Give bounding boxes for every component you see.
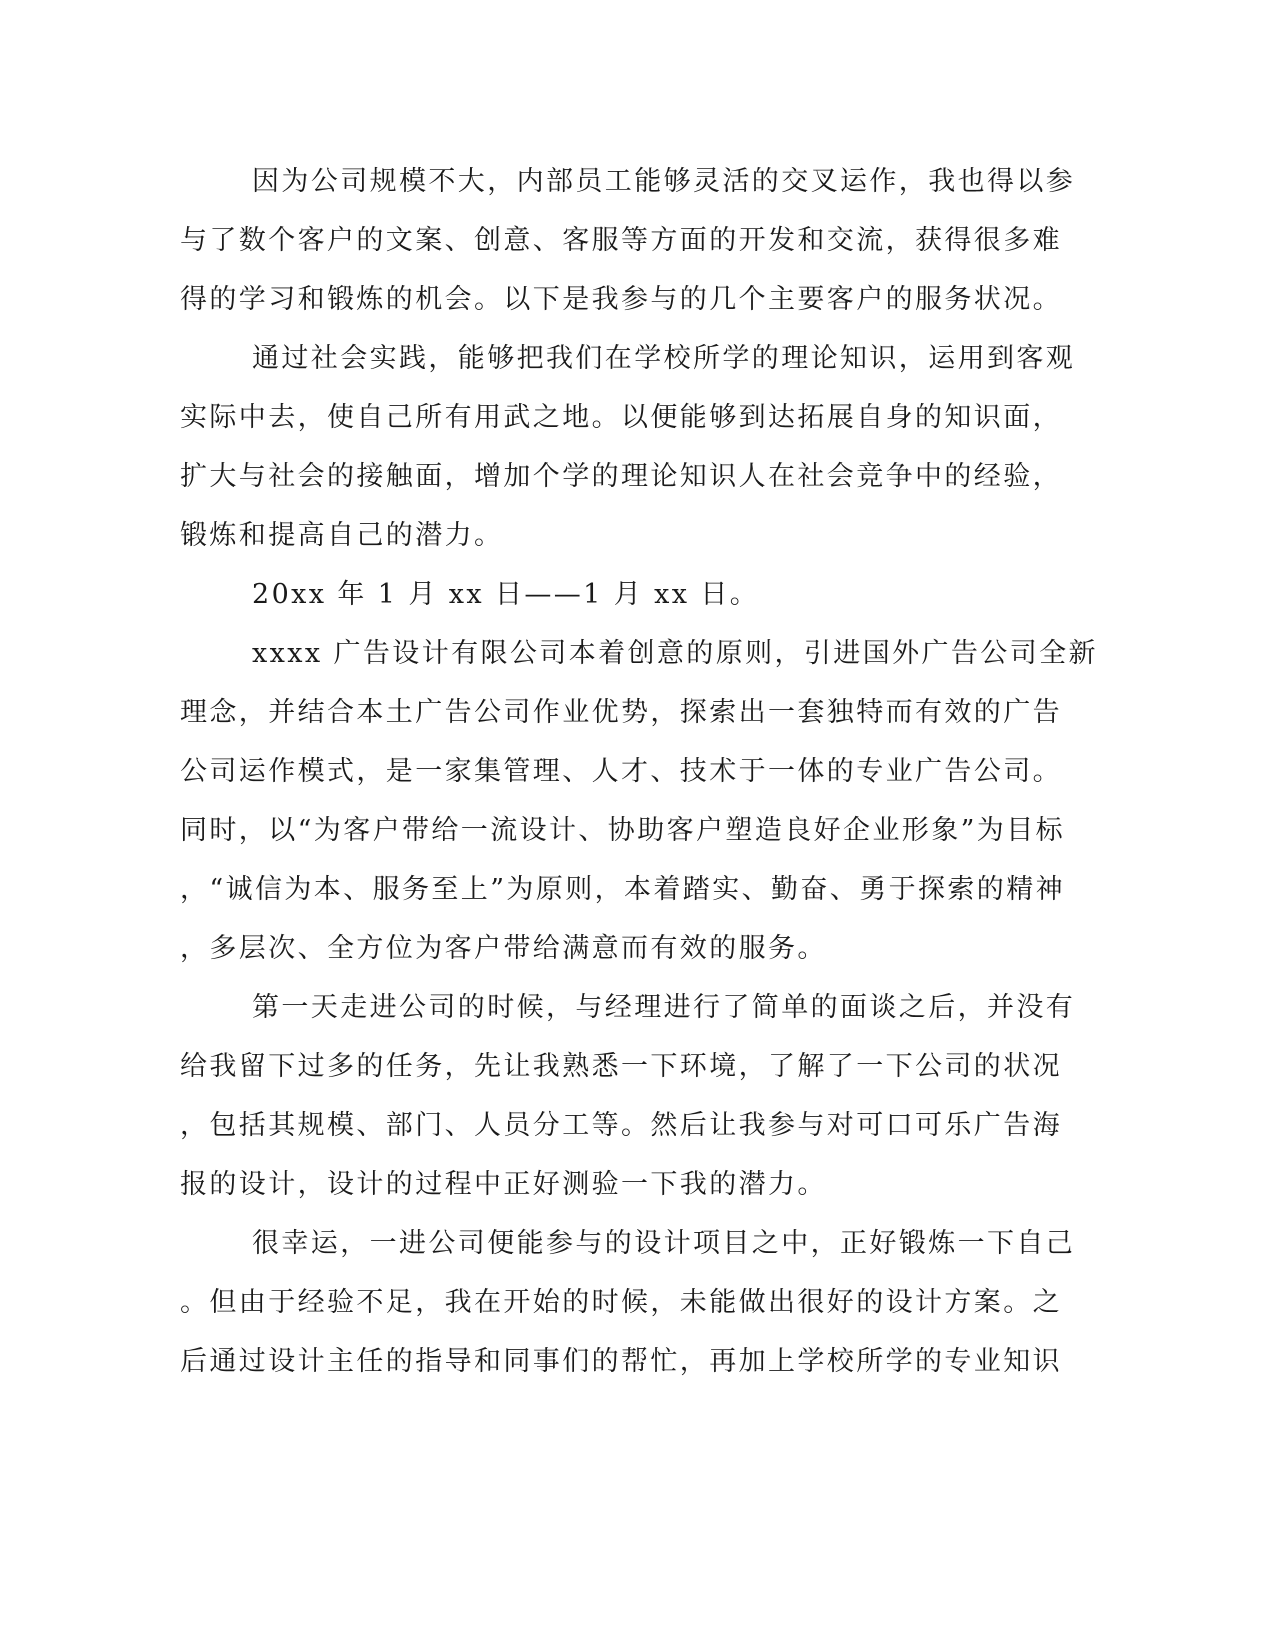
text-line: ，包括其规模、部门、人员分工等。然后让我参与对可口可乐广告海 bbox=[180, 1110, 1062, 1141]
text-line: 得的学习和锻炼的机会。以下是我参与的几个主要客户的服务状况。 bbox=[180, 284, 1062, 315]
text-line: 第一天走进公司的时候，与经理进行了简单的面谈之后，并没有 bbox=[252, 992, 1076, 1023]
text-line: 报的设计，设计的过程中正好测验一下我的潜力。 bbox=[180, 1169, 827, 1200]
text-line: 与了数个客户的文案、创意、客服等方面的开发和交流，获得很多难 bbox=[180, 225, 1062, 256]
text-line: 通过社会实践，能够把我们在学校所学的理论知识，运用到客观 bbox=[252, 343, 1076, 374]
text-line: 公司运作模式，是一家集管理、人才、技术于一体的专业广告公司。 bbox=[180, 756, 1062, 787]
date-range-line: 20xx 年 1 月 xx 日——1 月 xx 日。 bbox=[252, 579, 760, 610]
text-line: 同时，以“为客户带给一流设计、协助客户塑造良好企业形象”为目标 bbox=[180, 815, 1066, 846]
text-line: 给我留下过多的任务，先让我熟悉一下环境，了解了一下公司的状况 bbox=[180, 1051, 1062, 1082]
text-line: 后通过设计主任的指导和同事们的帮忙，再加上学校所学的专业知识 bbox=[180, 1346, 1062, 1377]
text-line: xxxx 广告设计有限公司本着创意的原则，引进国外广告公司全新 bbox=[252, 638, 1098, 669]
text-line: 理念，并结合本土广告公司作业优势，探索出一套独特而有效的广告 bbox=[180, 697, 1062, 728]
text-line: 锻炼和提高自己的潜力。 bbox=[180, 520, 504, 551]
text-line: 很幸运，一进公司便能参与的设计项目之中，正好锻炼一下自己 bbox=[252, 1228, 1076, 1259]
text-line: ，多层次、全方位为客户带给满意而有效的服务。 bbox=[180, 933, 827, 964]
text-line: ，“诚信为本、服务至上”为原则，本着踏实、勤奋、勇于探索的精神 bbox=[180, 874, 1066, 905]
text-line: 。但由于经验不足，我在开始的时候，未能做出很好的设计方案。之 bbox=[180, 1287, 1062, 1318]
text-line: 扩大与社会的接触面，增加个学的理论知识人在社会竞争中的经验， bbox=[180, 461, 1062, 492]
text-line: 因为公司规模不大，内部员工能够灵活的交叉运作，我也得以参 bbox=[252, 166, 1076, 197]
text-line: 实际中去，使自己所有用武之地。以便能够到达拓展自身的知识面， bbox=[180, 402, 1062, 433]
